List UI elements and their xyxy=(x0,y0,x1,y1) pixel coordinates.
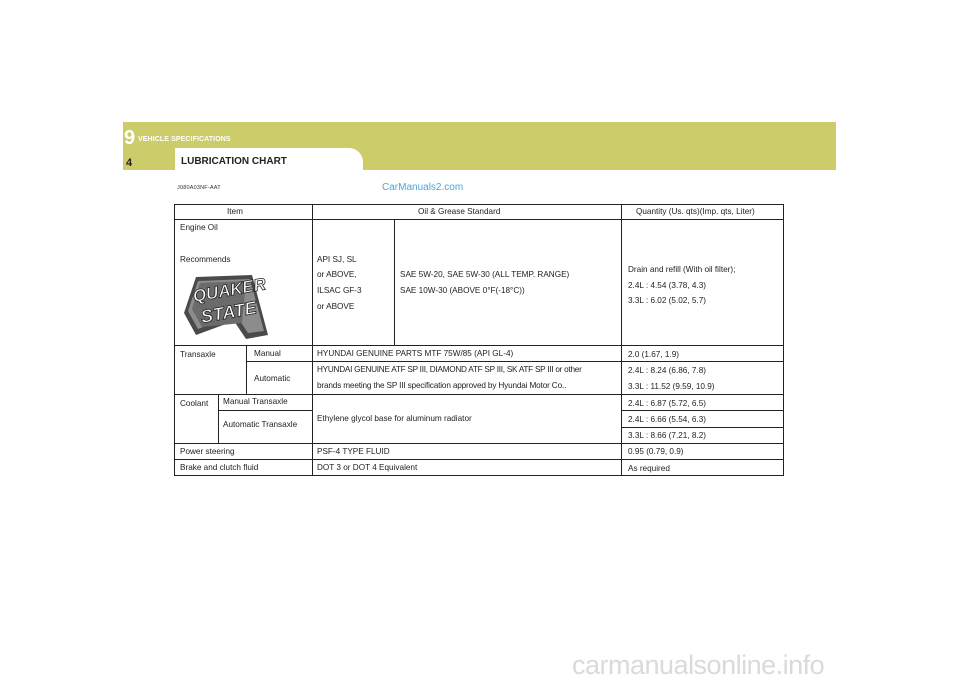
watermark-link[interactable]: CarManuals2.com xyxy=(382,182,464,193)
power-steering-qty: 0.95 (0.79, 0.9) xyxy=(628,447,684,456)
transaxle-auto-qty-2: 3.3L : 11.52 (9.59, 10.9) xyxy=(628,382,715,391)
header-standard: Oil & Grease Standard xyxy=(418,207,501,216)
brake-clutch-qty: As required xyxy=(628,464,670,473)
transaxle-label: Transaxle xyxy=(180,350,216,359)
row-divider-transaxle xyxy=(174,394,784,395)
engine-qty-line-3: 3.3L : 6.02 (5.02, 5.7) xyxy=(628,296,706,305)
col-divider-coolant-sub xyxy=(218,394,219,443)
row-divider-transaxle-manual xyxy=(246,361,784,362)
recommends-label: Recommends xyxy=(180,255,231,264)
transaxle-auto-standard-2: brands meeting the SP III specification approved by Hyundai Motor Co.. xyxy=(317,381,567,390)
power-steering-label: Power steering xyxy=(180,447,235,456)
engine-oil-label: Engine Oil xyxy=(180,223,218,232)
sae-line-1: SAE 5W-20, SAE 5W-30 (ALL TEMP. RANGE) xyxy=(400,270,570,279)
svg-text:QUAKER: QUAKER xyxy=(191,274,268,306)
coolant-manual-label: Manual Transaxle xyxy=(223,397,288,406)
transaxle-auto-standard-1: HYUNDAI GENUINE ATF SP III, DIAMOND ATF SP III, SK ATF SP III or other xyxy=(317,365,582,374)
coolant-standard: Ethylene glycol base for aluminum radiator xyxy=(317,414,472,423)
header-band-strip xyxy=(363,164,836,170)
reference-code: J080A03NF-AAT xyxy=(177,185,221,191)
api-line-3: ILSAC GF-3 xyxy=(317,286,362,295)
header-item: Item xyxy=(227,207,243,216)
row-divider-engine xyxy=(174,345,784,346)
transaxle-manual-qty: 2.0 (1.67, 1.9) xyxy=(628,350,679,359)
api-line-4: or ABOVE xyxy=(317,302,355,311)
header-quantity: Quantity (Us. qts)(Imp. qts, Liter) xyxy=(636,207,755,216)
section-title: LUBRICATION CHART xyxy=(181,156,287,167)
transaxle-auto-qty-1: 2.4L : 8.24 (6.86, 7.8) xyxy=(628,366,706,375)
sae-line-2: SAE 10W-30 (ABOVE 0°F(-18°C)) xyxy=(400,286,525,295)
table-header-divider xyxy=(174,219,784,220)
quaker-state-logo-icon xyxy=(182,273,270,341)
coolant-qty-3: 3.3L : 8.66 (7.21, 8.2) xyxy=(628,431,706,440)
row-divider-coolant-qty-2 xyxy=(621,427,784,428)
row-divider-power-steering xyxy=(174,459,784,460)
row-divider-coolant xyxy=(174,443,784,444)
coolant-auto-label: Automatic Transaxle xyxy=(223,420,298,429)
api-line-2: or ABOVE, xyxy=(317,270,357,279)
transaxle-auto-label: Automatic xyxy=(254,374,291,383)
brake-clutch-label: Brake and clutch fluid xyxy=(180,463,259,472)
api-line-1: API SJ, SL xyxy=(317,255,357,264)
col-divider-quantity xyxy=(621,204,622,476)
svg-text:STATE: STATE xyxy=(199,297,259,327)
col-divider-item xyxy=(312,204,313,476)
row-divider-coolant-manual xyxy=(218,410,312,411)
chapter-title: VEHICLE SPECIFICATIONS xyxy=(138,136,231,143)
engine-qty-line-2: 2.4L : 4.54 (3.78, 4.3) xyxy=(628,281,706,290)
col-divider-transaxle-sub xyxy=(246,345,247,394)
coolant-qty-1: 2.4L : 6.87 (5.72, 6.5) xyxy=(628,399,706,408)
engine-qty-line-1: Drain and refill (With oil filter); xyxy=(628,265,736,274)
col-divider-api-sae xyxy=(394,219,395,345)
brake-clutch-standard: DOT 3 or DOT 4 Equivalent xyxy=(317,463,418,472)
transaxle-manual-label: Manual xyxy=(254,349,281,358)
coolant-qty-2: 2.4L : 6.66 (5.54, 6.3) xyxy=(628,415,706,424)
coolant-label: Coolant xyxy=(180,399,209,408)
power-steering-standard: PSF-4 TYPE FLUID xyxy=(317,447,390,456)
row-divider-coolant-qty-1 xyxy=(621,410,784,411)
page-number: 4 xyxy=(126,157,133,169)
chapter-number: 9 xyxy=(124,127,136,149)
transaxle-manual-standard: HYUNDAI GENUINE PARTS MTF 75W/85 (API GL-4) xyxy=(317,349,514,358)
footer-site-watermark: carmanualsonline.info xyxy=(572,650,825,680)
